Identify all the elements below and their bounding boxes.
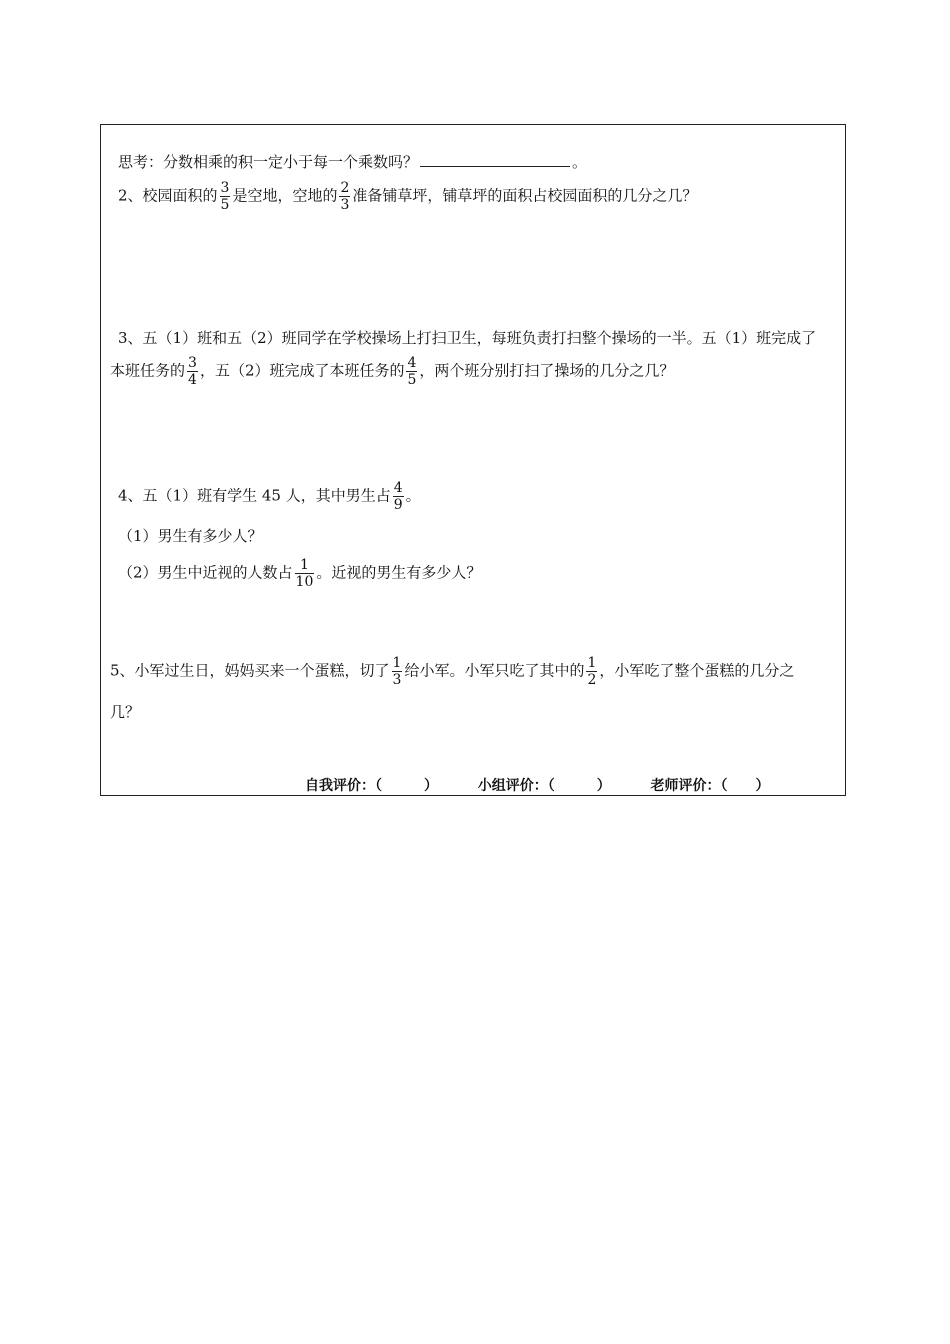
think-question: 思考：分数相乘的积一定小于每一个乘数吗？ 。 [118, 153, 588, 171]
fraction: $\frac{3}{5}$ [220, 180, 230, 213]
fraction: $\frac{4}{9}$ [393, 480, 403, 513]
worksheet-box [100, 124, 846, 796]
fraction: $\frac{1}{2}$ [587, 655, 597, 688]
fraction: $\frac{4}{5}$ [407, 355, 417, 388]
question-3-line-1: 3、五（1）班和五（2）班同学在学校操场上打扫卫生，每班负责打扫整个操场的一半。五（1）班完成了 [118, 329, 817, 347]
self-evaluation: 自我评价：（ ） [305, 778, 438, 794]
question-5-line-1: 5、小军过生日，妈妈买来一个蛋糕，切了 $\frac{1}{3}$ 给小军。小军只吃了其中的 $\frac{1}{2}$ ，小军吃了整个蛋糕的几分之 [110, 655, 795, 688]
fraction: $\frac{1}{10}$ [295, 557, 314, 590]
question-2: 2、校园面积的 $\frac{3}{5}$ 是空地，空地的 $\frac{2}{3}$ 准备铺草坪，铺草坪的面积占校园面积的几分之几？ [118, 180, 698, 213]
question-4-sub-1: （1）男生有多少人？ [118, 527, 263, 545]
answer-blank[interactable] [420, 152, 570, 167]
question-4: 4、五（1）班有学生 45 人，其中男生占 $\frac{4}{9}$ 。 [118, 480, 421, 513]
fraction: $\frac{3}{4}$ [188, 355, 197, 388]
evaluation-row [305, 775, 770, 795]
teacher-evaluation: 老师评价：（ ） [650, 778, 770, 794]
question-4-sub-2: （2）男生中近视的人数占 $\frac{1}{10}$ 。近视的男生有多少人？ [118, 557, 482, 590]
fraction: $\frac{1}{3}$ [392, 655, 402, 688]
question-3-line-2: 本班任务的 $\frac{3}{4}$ ，五（2）班完成了本班任务的 $\frac{4}{5}$ ，两个班分别打扫了操场的几分之几？ [110, 355, 675, 388]
question-5-line-2: 几？ [110, 703, 141, 721]
group-evaluation: 小组评价：（ ） [477, 778, 611, 794]
fraction: $\frac{2}{3}$ [340, 180, 350, 213]
